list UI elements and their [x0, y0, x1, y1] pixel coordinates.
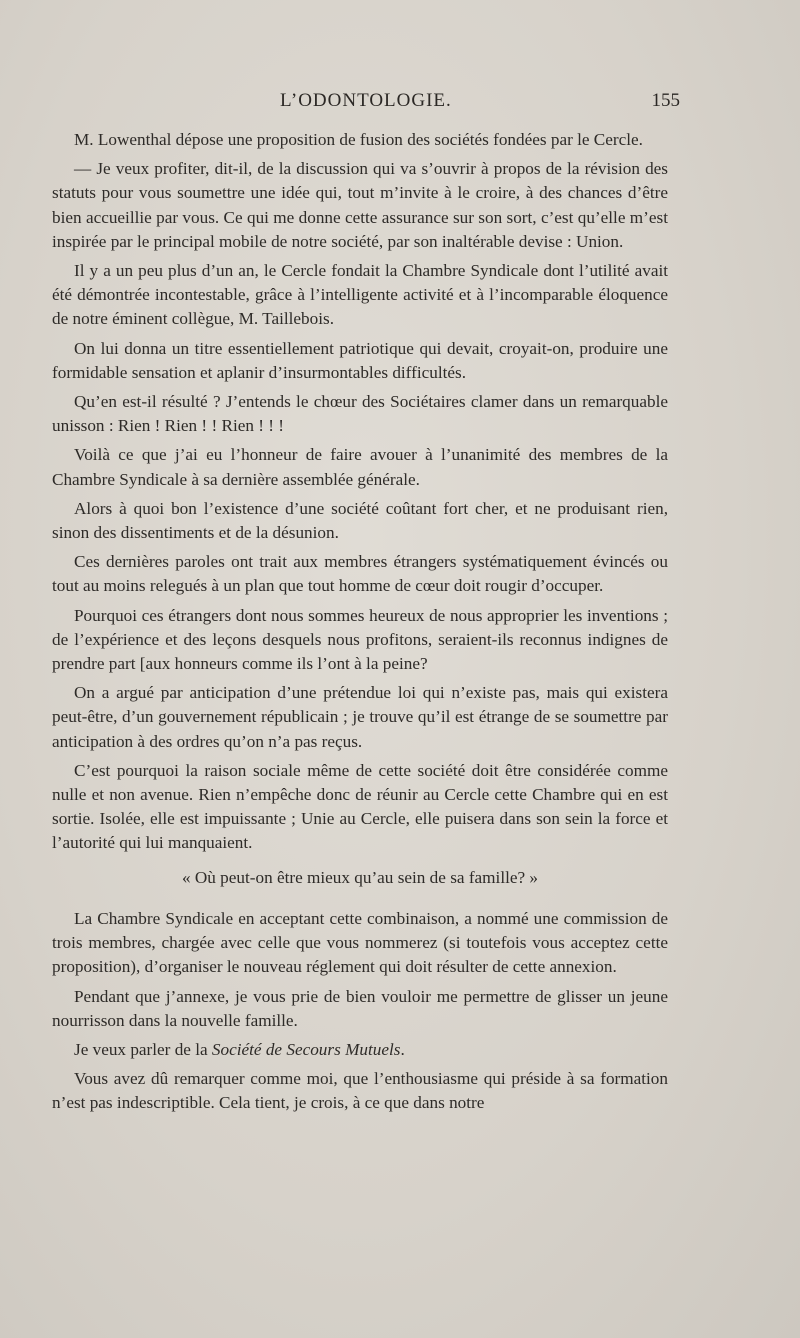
paragraph-secours-mutuels: [52, 1038, 668, 1062]
paragraph-enthousiasme: Vous avez dû remarquer comme moi, que l’enthousiasme qui préside à sa formation n’est pas indescriptible. Cela tient, je crois, à ce que dans notre: [52, 1069, 668, 1113]
running-title: L’ODONTOLOGIE.: [280, 90, 452, 111]
paragraph-raison-sociale: C’est pourquoi la raison sociale même de cette société doit être considérée comme nulle et non avenue. Rien n’empêche donc de réunir au Cercle cette Chambre qui en est sortie. Isolée, elle est impuissante ; Unie au Cercle, elle puisera dans son sein la force et l’autorité qui lui manquaient.: [52, 760, 668, 853]
paragraph-patriotic-title: On lui donna un titre essentiellement patriotique qui devait, croyait-on, produire une formidable sensation et aplanir d’insurmontables difficultés.: [52, 338, 668, 382]
body-text: [52, 128, 668, 1121]
paragraph-commission: La Chambre Syndicale en acceptant cette combinaison, a nommé une commission de trois membres, chargée avec celle que vous nommerez (si toutefois vous acceptez cette proposition), d’organiser le nouveau réglement qui doit résulter de cette annexion.: [52, 908, 668, 977]
paragraph-result: Qu’en est-il résulté ? J’entends le chœur des Sociétaires clamer dans un remarquable unisson : Rien ! Rien ! ! Rien ! ! !: [52, 392, 668, 436]
paragraph-unanimity: Voilà ce que j’ai eu l’honneur de faire avouer à l’unanimité des membres de la Chambre Syndicale à sa dernière assemblée générale.: [52, 445, 668, 489]
family-quote: « Où peut-on être mieux qu’au sein de sa famille? »: [181, 867, 539, 887]
paragraph-proposition: M. Lowenthal dépose une proposition de fusion des sociétés fondées par le Cercle.: [74, 130, 643, 149]
page-number: 155: [651, 90, 680, 111]
page-header: [58, 90, 680, 116]
mutuels-society-name: Société de Secours Mutuels: [211, 1039, 401, 1059]
paragraph-existence: Alors à quoi bon l’existence d’une société coûtant fort cher, et ne produisant rien, sinon des dissentiments et de la désunion.: [52, 498, 668, 543]
mutuels-prefix: Je veux parler de la: [74, 1039, 212, 1059]
paragraph-nourrisson: Pendant que j’annexe, je vous prie de bien vouloir me permettre de glisser un jeune nourrisson dans la nouvelle famille.: [52, 986, 668, 1030]
mutuels-suffix: .: [400, 1039, 405, 1059]
paragraph-foreign-members: Ces dernières paroles ont trait aux membres étrangers systématiquement évincés ou tout au moins relegués à un plan que tout homme de cœur doit rougir d’occuper.: [52, 552, 668, 596]
paragraph-anticipation: On a argué par anticipation d’une prétendue loi qui n’existe pas, mais qui existera peut-être, d’un gouvernement républicain ; je trouve qu’il est étrange de se soumettre par anticipation à des ordres qu’on n’a pas reçus.: [52, 683, 668, 751]
paragraph-chambre-syndicale: Il y a un peu plus d’un an, le Cercle fondait la Chambre Syndicale dont l’utilité avait été démontrée incontestable, grâce à l’intelligente activité et à l’incomparable éloquence de notre éminent collègue, M. Taillebois.: [52, 261, 668, 329]
paragraph-inventions: Pourquoi ces étrangers dont nous sommes heureux de nous approprier les inventions ; de l’expérience et des leçons desquels nous profitons, seraient-ils reconnus indignes de prendre part [aux honneurs comme ils l’ont à la peine?: [52, 605, 668, 674]
paragraph-speech-intro: — Je veux profiter, dit-il, de la discussion qui va s’ouvrir à propos de la révision des statuts pour vous soumettre une idée qui, tout m’invite à le croire, à des chances d’être bien accueillie par vous. Ce qui me donne cette assurance sur son sort, c’est qu’elle m’est inspirée par le principal mobile de notre société, par son inaltérable devise : Union.: [52, 159, 668, 251]
